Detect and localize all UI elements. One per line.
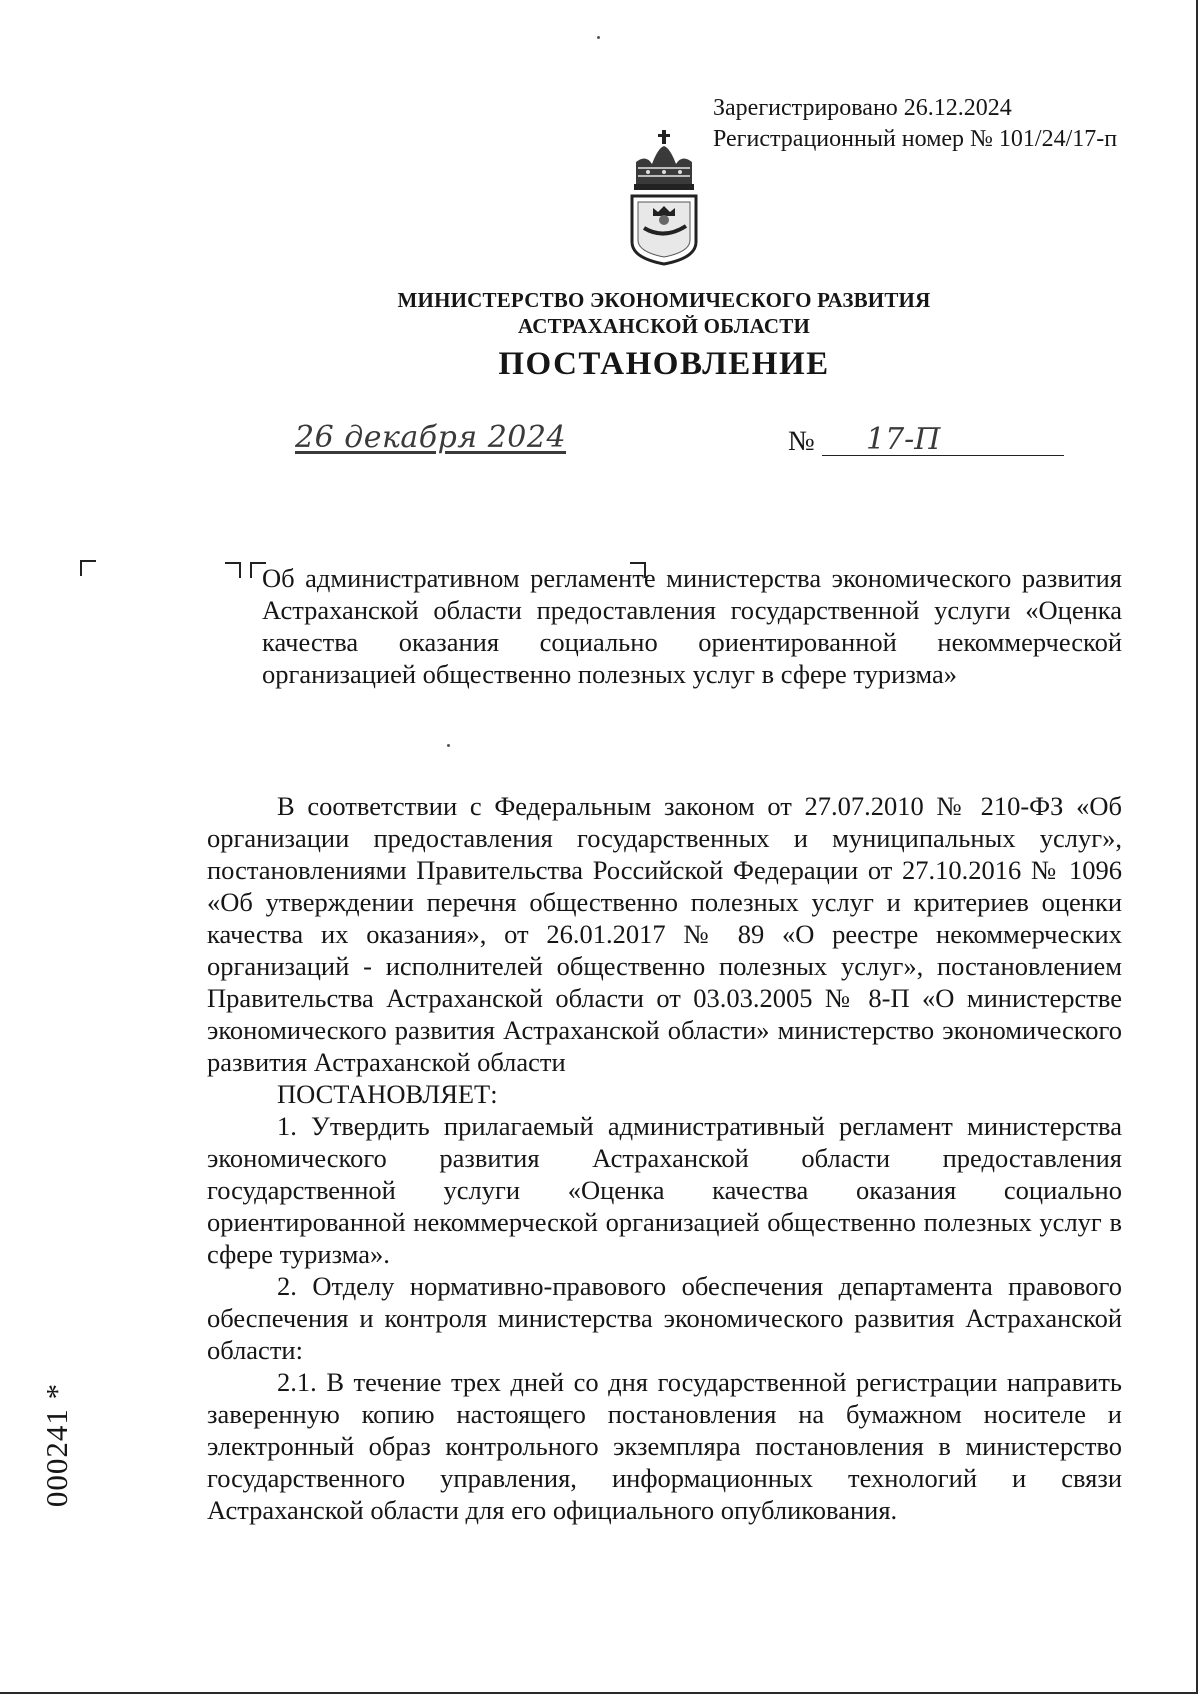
preamble-paragraph: В соответствии с Федеральным законом от 27.07.2010 № 210-ФЗ «Об организации предоставления государственных и муниципальных услуг», постановлениями Правительства Российской Федерации от 27.10.2016 № 1096 «Об утверждении перечня общественно полезных услуг и критериев оценки качества их оказания», от 26.01.2017 № 89 «О реестре некоммерческих организаций - исполнителей общественно полезных услуг», постановлением Правительства Астраханской области от 03.03.2005 № 8-П «О министерстве экономического развития Астраханской области» министерство экономического развития Астраханской области <box>207 791 1122 1077</box>
scan-speck <box>447 744 450 747</box>
scan-speck <box>597 36 600 39</box>
document-type-title: ПОСТАНОВЛЕНИЕ <box>498 346 830 382</box>
astrakhan-coat-of-arms-icon <box>626 128 702 266</box>
corner-mark-left <box>80 560 96 576</box>
serial-number-text: 000241 * <box>39 1382 74 1508</box>
ministry-line-1: МИНИСТЕРСТВО ЭКОНОМИЧЕСКОГО РАЗВИТИЯ <box>397 288 931 312</box>
side-serial-stamp <box>22 1360 92 1530</box>
coat-of-arms <box>626 128 702 266</box>
clause-2-1: 2.1. В течение трех дней со дня государственной регистрации направить заверенную копию настоящего постановления на бумажном носителе и электронный образ контрольного экземпляра постановления в министерство государственного управления, информационных технологий и связи Астраханской области для его официального опубликования. <box>207 1367 1122 1525</box>
corner-mark-right <box>225 562 241 578</box>
number-underline <box>822 455 1064 456</box>
registration-date: Зарегистрировано 26.12.2024 <box>713 95 1012 121</box>
number-label: № <box>788 426 815 457</box>
registration-number: Регистрационный номер № 101/24/17-п <box>713 126 1118 152</box>
clause-2: 2. Отделу нормативно-правового обеспечения департамента правового обеспечения и контроля министерства экономического развития Астраханской области: <box>207 1271 1122 1365</box>
handwritten-date: 26 декабря 2024 <box>295 420 567 455</box>
document-body <box>207 790 1122 1526</box>
resolves-heading: ПОСТАНОВЛЯЕТ: <box>277 1079 498 1109</box>
registration-stamp <box>713 93 1117 155</box>
clause-1: 1. Утвердить прилагаемый административный регламент министерства экономического развития Астраханской области предоставления государственной услуги «Оценка качества оказания социально ориентированной некоммерческой организацией общественно полезных услуг в сфере туризма». <box>207 1111 1122 1269</box>
ministry-name <box>300 287 1028 339</box>
handwritten-number: 17-П <box>866 422 941 457</box>
document-subject: Об административном регламенте министерства экономического развития Астраханской области предоставления государственной услуги «Оценка качества оказания социально ориентированной некоммерческой организацией общественно полезных услуг в сфере туризма» <box>262 563 1122 689</box>
ministry-line-2: АСТРАХАНСКОЙ ОБЛАСТИ <box>517 314 811 338</box>
